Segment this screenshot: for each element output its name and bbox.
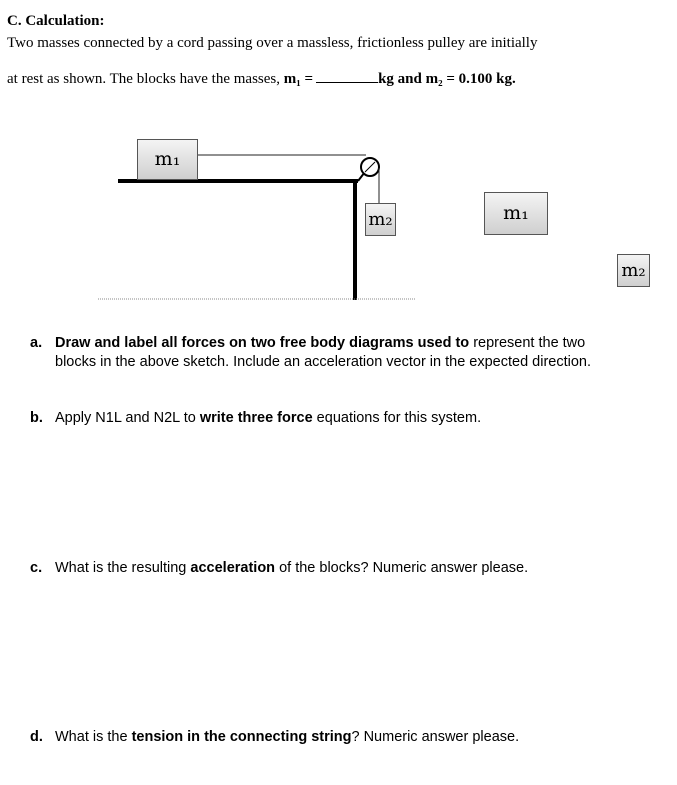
question-a-part2: represent the two blocks in the above sketch. Include an acceleration vector in the expected direction. (55, 335, 592, 370)
question-a-letter: a. (30, 335, 43, 351)
question-a-part1: Draw and label all forces on two free body diagrams used to (55, 335, 474, 351)
section-heading: C. Calculation: (7, 13, 105, 29)
question-d-letter: d. (30, 729, 43, 745)
question-c-text (55, 559, 625, 578)
fbd-block-m1 (484, 192, 548, 235)
m1-symbol: m₁ (283, 71, 301, 87)
block-m2 (365, 203, 396, 236)
question-d-part1: What is the (55, 729, 132, 745)
fbd-m1-label: m₁ (503, 202, 529, 224)
question-c-part2: acceleration (190, 560, 276, 576)
question-d-part2: tension in the connecting string (131, 729, 352, 745)
fbd-block-m2 (617, 254, 650, 287)
question-b-part3: equations for this system. (312, 410, 482, 426)
statement-prefix: at rest as shown. The blocks have the masses, (7, 71, 284, 87)
question-d-text (55, 728, 625, 747)
block-m2-label: m₂ (368, 209, 393, 230)
problem-statement-line1: Two masses connected by a cord passing over a massless, frictionless pulley are initially (7, 35, 538, 51)
unit-kg-and: kg and (378, 71, 426, 87)
question-b-part1: Apply N1L and N2L to (55, 410, 200, 426)
question-b-letter: b. (30, 410, 43, 426)
question-c-letter: c. (30, 560, 43, 576)
equals-sign: = (300, 71, 314, 87)
question-c-part3: of the blocks? Numeric answer please. (275, 560, 529, 576)
block-m1 (137, 139, 198, 180)
question-b-part2: write three force (199, 410, 313, 426)
fbd-m2-label: m₂ (621, 260, 646, 281)
question-c-part1: What is the resulting (55, 560, 191, 576)
question-d-part3: ? Numeric answer please. (351, 729, 520, 745)
m2-value: m₂ = 0.100 kg. (425, 71, 516, 87)
question-b-text (55, 409, 625, 428)
pulley-diagram (0, 0, 677, 330)
block-m1-label: m₁ (154, 148, 181, 170)
question-a-text (55, 334, 625, 372)
